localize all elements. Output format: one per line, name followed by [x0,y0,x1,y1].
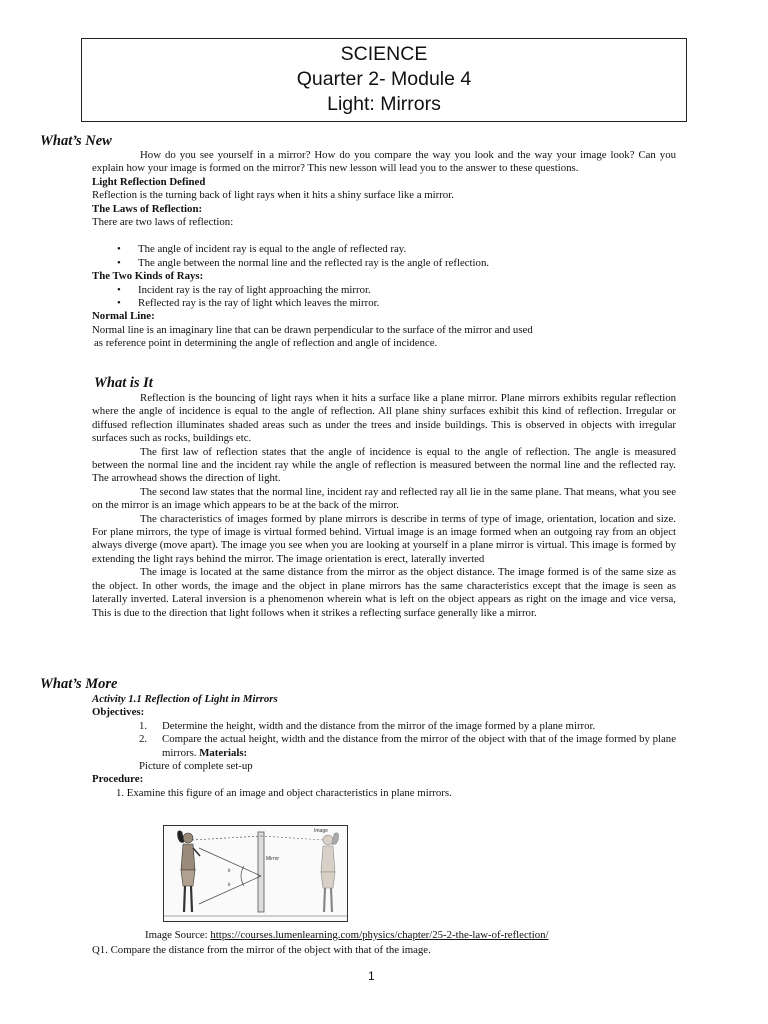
section-what-is-it [92,392,676,620]
figure-label-image: Image [314,828,328,834]
page-number: 1 [368,969,375,983]
activity-title: Activity 1.1 Reflection of Light in Mirrors [92,693,278,705]
figure-label-theta-incidence: θ [228,869,231,874]
list-item: • Reflected ray is the ray of light which leaves the mirror. [92,297,676,310]
reflected-ray [199,876,261,904]
objective-text: Compare the actual height, width and the distance from the mirror of the object with that of the image formed by plane mirrors. [162,733,676,759]
defined-title: Light Reflection Defined [92,175,206,188]
list-item [92,733,676,760]
procedure-title: Procedure: [92,773,144,786]
objective-text: Determine the height, width and the distance from the mirror of the image formed by a plane mirror. [162,719,596,732]
angle-arc [241,866,244,886]
list-item: • Incident ray is the ray of light approaching the mirror. [92,284,676,297]
what-is-it-p1: Reflection is the bouncing of light rays when it hits a surface like a plane mirror. Plane mirrors exhibits regular reflection where the angle of incidence is equal to the angle of reflection. All plane shiny surfaces exhibit this kind of reflection. Irregular or diffused reflection illuminates shaded areas such as under the trees and inside buildings. This is observed in objects with irregular surfaces such as rocks, buildings etc. [92,392,676,445]
section-whats-new [92,149,676,351]
materials-text: Picture of complete set-up [139,760,253,773]
laws-intro: There are two laws of reflection: [92,216,234,229]
rays-title: The Two Kinds of Rays: [92,270,204,283]
figure-label-theta-reflection: θ [228,883,231,888]
materials-title: Materials: [199,746,248,759]
objectives-list [92,720,676,760]
laws-title: The Laws of Reflection: [92,202,203,215]
section-whats-more [92,693,676,800]
list-item [92,720,676,733]
normal-title: Normal Line: [92,310,155,323]
object-person [178,831,201,912]
title-subject: SCIENCE [340,43,428,65]
normal-text-1: Normal line is an imaginary line that can be drawn perpendicular to the surface of the mirror and used [92,323,533,336]
laws-list [92,243,676,270]
normal-text-2: as reference point in determining the angle of reflection and angle of incidence. [94,337,438,350]
list-item: • The angle between the normal line and the reflected ray is the angle of reflection. [92,257,676,270]
figure-label-mirror: Mirror [266,856,280,862]
defined-text: Reflection is the turning back of light rays when it hits a shiny surface like a mirror. [92,189,454,202]
objectives-title: Objectives: [92,706,145,719]
mirror-figure [163,825,348,922]
procedure-step: 1. Examine this figure of an image and object characteristics in plane mirrors. [116,786,452,799]
heading-what-is-it: What is It [94,375,153,391]
whats-new-intro: How do you see yourself in a mirror? How do you compare the way you look and the way your image look? Can you explain how your image is formed on the mirror? This new lesson will lead you to the answer to these questions. [92,149,676,175]
title-topic: Light: Mirrors [327,93,441,115]
what-is-it-p4: The characteristics of images formed by plane mirrors is describe in terms of type of image, orientation, location and size. For plane mirrors, the type of image is virtual formed behind. Virtual image is an image formed when an outgoing ray from an object always diverge (move apart). The image you see when you are looking at yourself in a plane mirror is virtual. This image is formed by extending the light rays behind the mirror. The image orientation is erect, laterally inverted [92,512,676,565]
ray-line [261,836,324,840]
objective-number: 2. [139,733,148,746]
title-box [81,38,687,122]
mirror-diagram [164,826,347,921]
image-source-prefix: Image Source: [145,929,211,941]
image-source-link[interactable]: https://courses.lumenlearning.com/physics/chapter/25-2-the-law-of-reflection/ [210,929,549,941]
rays-list [92,284,676,311]
question-1: Q1. Compare the distance from the mirror of the object with that of the image. [92,944,431,956]
ray-line [192,836,261,840]
what-is-it-p2: The first law of reflection states that the angle of incidence is equal to the angle of reflection. The angle is measured between the normal line and the incident ray while the angle of reflection is measured between the normal line and the reflected ray. The arrowhead shows the direction of light. [92,445,676,485]
heading-whats-new: What’s New [40,133,112,149]
objective-number: 1. [139,719,148,732]
title-quarter-module: Quarter 2- Module 4 [296,68,472,90]
image-source [145,929,549,941]
mirror-shape [258,832,264,912]
heading-whats-more: What’s More [40,676,118,692]
image-person [321,833,339,912]
what-is-it-p5: The image is located at the same distance from the mirror as the object distance. The image formed is of the same size as the object. In other words, the image and the object in plane mirrors has the same characteristics except that the image is seen as laterally inverted. Lateral inversion is a phenomenon wherein what is left on the object appears as right on the image and vice versa, This is due to the direction that light follows when it strikes a reflecting surface generally like a mirror. [92,566,676,619]
what-is-it-p3: The second law states that the normal line, incident ray and reflected ray all lie in the same plane. That means, what you see on the mirror is an image which appears to be at the back of the mirror. [92,485,676,512]
list-item: • The angle of incident ray is equal to the angle of reflected ray. [92,243,676,256]
